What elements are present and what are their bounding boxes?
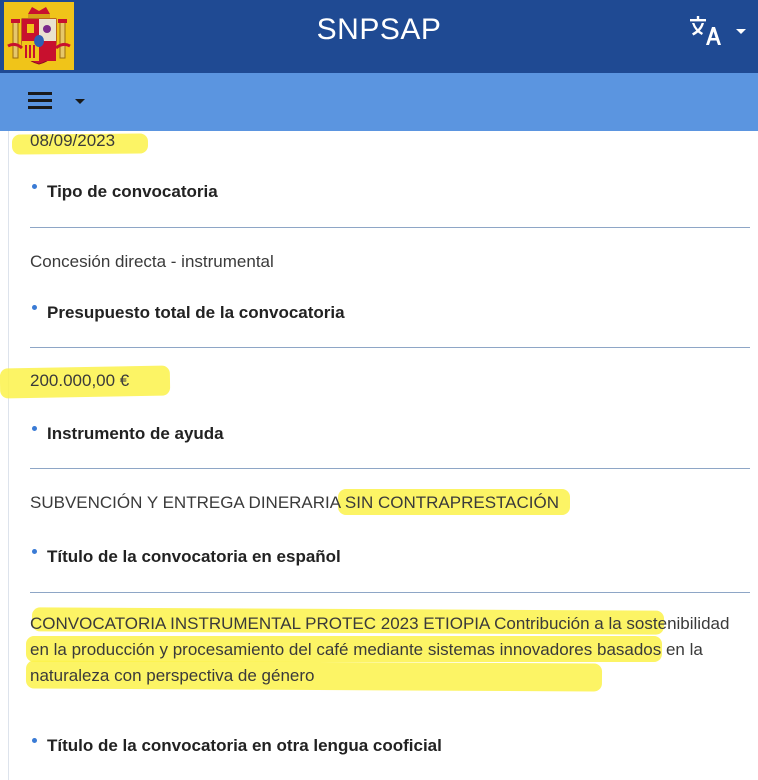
tipo-convocatoria-label: Tipo de convocatoria [47,182,218,201]
instrumento-value-part2: SIN CONTRAPRESTACIÓN [344,493,559,512]
titulo-espanol-label: Título de la convocatoria en español [47,547,341,566]
language-selector[interactable] [684,12,750,52]
separator [30,227,750,228]
fecha-value: 08/09/2023 [30,131,116,150]
separator [30,592,750,593]
bullet-icon [32,184,37,189]
app-title: SNPSAP [316,13,442,46]
content-left-border [8,131,9,780]
titulo-espanol-value: CONVOCATORIA INSTRUMENTAL PROTEC 2023 ETIOPIA Contribución a la sostenibilidad en la producción y procesamiento del café mediante sistemas innovadores basados en la naturaleza con perspectiva de género [30,614,730,685]
bullet-icon [32,738,37,743]
bullet-icon [32,305,37,310]
convocatoria-details [0,131,758,780]
navigation-toolbar [0,73,758,131]
instrumento-ayuda-label: Instrumento de ayuda [47,424,224,443]
translate-icon [684,12,750,52]
main-menu-button[interactable] [26,89,96,115]
separator [30,468,750,469]
tipo-convocatoria-value: Concesión directa - instrumental [30,252,274,271]
hamburger-menu-icon [26,89,96,115]
presupuesto-value: 200.000,00 € [30,371,130,390]
bullet-icon [32,549,37,554]
presupuesto-label: Presupuesto total de la convocatoria [47,303,345,322]
instrumento-ayuda-value [30,493,559,513]
app-header [0,0,758,73]
instrumento-value-part1: SUBVENCIÓN Y ENTREGA DINERARIA [30,493,345,512]
separator [30,347,750,348]
bullet-icon [32,426,37,431]
titulo-otra-lengua-label: Título de la convocatoria en otra lengua cooficial [47,736,442,755]
